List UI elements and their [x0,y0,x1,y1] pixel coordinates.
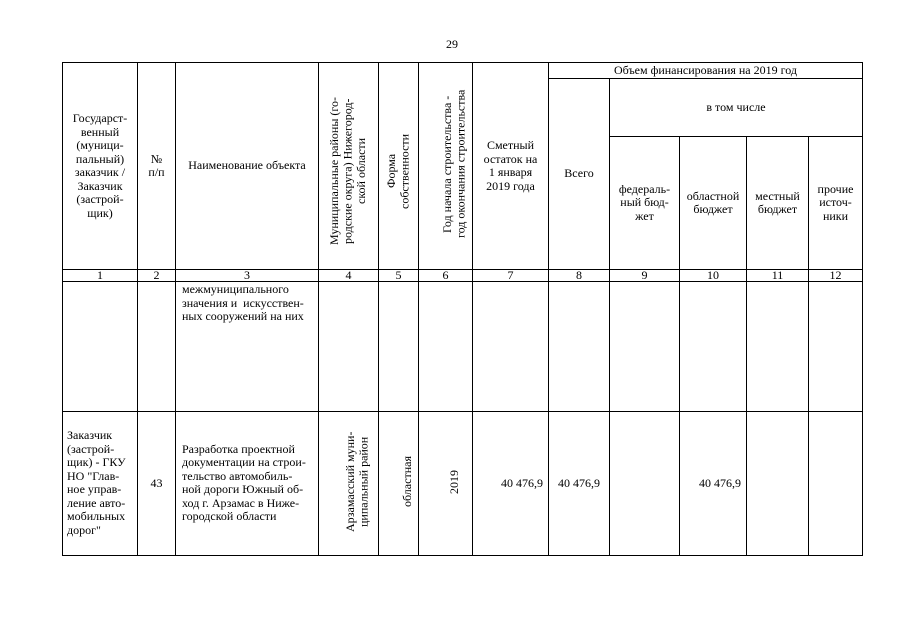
cell-ownership [379,282,419,412]
cell-district [319,282,379,412]
header-including: в том числе [610,79,863,137]
header-total: Всего [549,79,610,270]
header-object-name: Наименование объекта [176,63,319,270]
header-number: № п/п [138,63,176,270]
cell-total: 40 476,9 [549,412,610,556]
cell-federal [610,282,680,412]
cell-local [747,412,809,556]
cell-regional: 40 476,9 [680,412,747,556]
header-ownership [379,63,419,270]
column-numbers-row [63,270,863,282]
cell-other [809,282,863,412]
column-number: 7 [473,270,549,282]
cell-customer [63,282,138,412]
cell-customer: Заказчик (застрой- щик) - ГКУ НО "Глав- ное управ- ление авто- мобильных дорог" [63,412,138,556]
cell-years-text: 2019 [446,469,461,494]
table-row [63,412,863,556]
header-estimate-balance: Сметный остаток на 1 января 2019 года [473,63,549,270]
header-customer: Государст- венный (муници- пальный) заказчик / Заказчик (застрой- щик) [63,63,138,270]
column-number: 1 [63,270,138,282]
cell-object-name: межмуниципального значения и искусствен- ных сооружений на них [176,282,319,412]
header-years [419,63,473,270]
page-number: 29 [446,37,458,51]
cell-object-name: Разработка проектной документации на строи- тельство автомобиль- ной дороги Южный об- ход г. Арзамас в Ниже- городской области [176,412,319,556]
table-row [63,282,863,412]
header-local: местный бюджет [747,137,809,270]
column-number: 5 [379,270,419,282]
header-ownership-text: Форма собственности [384,133,412,209]
header-federal: федераль- ный бюд- жет [610,137,680,270]
header-districts-text: Муниципальные районы (го- родские округа) Нижегород- ской области [327,96,369,246]
cell-estimate-balance [473,282,549,412]
cell-federal [610,412,680,556]
header-funding: Объем финансирования на 2019 год [549,63,863,79]
column-number: 8 [549,270,610,282]
header-other: прочие источ- ники [809,137,863,270]
column-number: 4 [319,270,379,282]
cell-ownership [379,412,419,556]
cell-number [138,282,176,412]
column-number: 11 [747,270,809,282]
cell-district-text: Арзамасский муни- ципальный район [343,431,371,532]
cell-years [419,412,473,556]
cell-local [747,282,809,412]
header-districts [319,63,379,270]
cell-estimate-balance: 40 476,9 [473,412,549,556]
header-row-1 [63,63,863,79]
column-number: 6 [419,270,473,282]
cell-district [319,412,379,556]
header-years-text: Год начала строительства - год окончания строительства [440,90,468,239]
cell-ownership-text: областная [399,456,414,507]
financing-table [62,62,863,556]
column-number: 3 [176,270,319,282]
cell-regional [680,282,747,412]
column-number: 2 [138,270,176,282]
column-number: 10 [680,270,747,282]
header-regional: областной бюджет [680,137,747,270]
cell-years [419,282,473,412]
cell-other [809,412,863,556]
cell-total [549,282,610,412]
column-number: 12 [809,270,863,282]
column-number: 9 [610,270,680,282]
cell-number: 43 [138,412,176,556]
